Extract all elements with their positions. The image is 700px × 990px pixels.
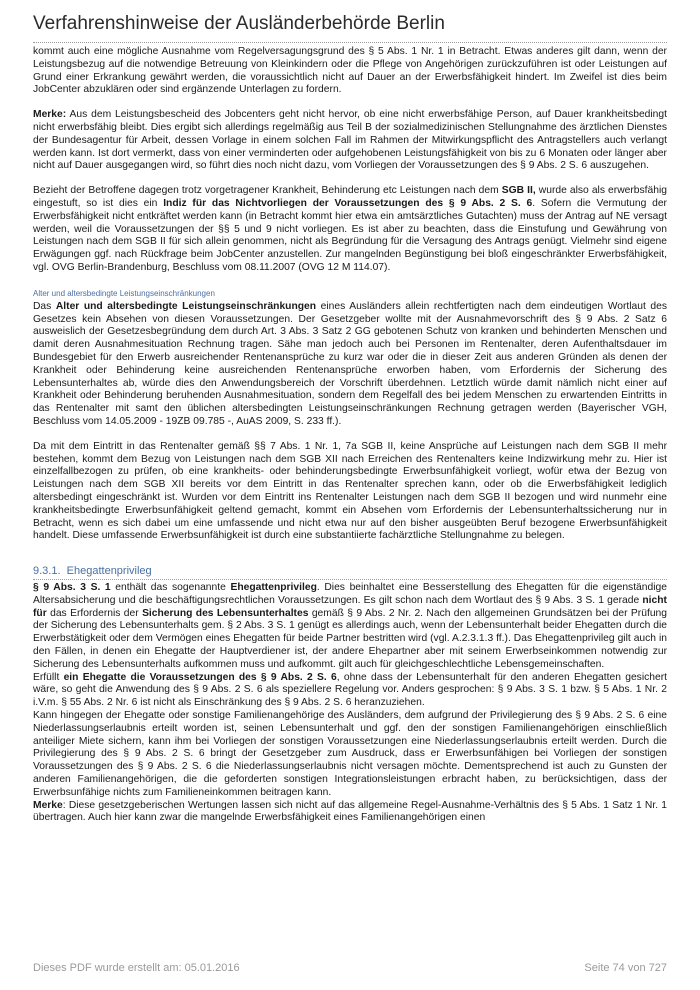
section-number: 9.3.1. bbox=[33, 565, 61, 578]
subheading-alter: Alter und altersbedingte Leistungseinschränkungen bbox=[33, 288, 215, 298]
bold-run: nicht für bbox=[33, 594, 667, 619]
text-run: wurde also als erwerbsfähig eingestuft, so ist dies ein bbox=[33, 185, 668, 209]
bold-run: Indiz für das Nichtvorliegen der Voraussetzungen des § 9 Abs. 2 S. 6 bbox=[163, 197, 533, 209]
text-run: das Erfordernis der bbox=[46, 607, 143, 619]
page-header-title: Verfahrenshinweise der Ausländerbehörde Berlin bbox=[33, 12, 667, 43]
text-run: gemäß § 9 Abs. 2 Nr. 2. Nach den allgemeinen Grundsätzen bei der Prüfung der Sicherung des Lebensunterhalts gem. § 2 Abs. 3 S. 1 genügt es allerdings auch, wenn der Lebensunterhalt beider Ehegatten durch die Erwerbstätigkeit oder dem Vermögen eines Ehegatten für beide Partner bestritten wird (vgl. A.2.3.1.3 ff.). Das Ehegattenprivileg gilt auch in den Fällen, in denen ein Ehegatte der Hauptverdiener ist, der andere Ehepartner aber mit seinem Erwerbseinkommen notwendig zur Sicherung des Lebensunterhalts aufkommen muss und aufkommt. gilt auch für gleichgeschlechtliche Lebensgemeinschaften. bbox=[33, 607, 667, 670]
paragraph-erfuellt bbox=[33, 672, 667, 710]
text-run: eines Ausländers allein rechtfertigten nach dem eindeutigen Wortlaut des Gesetzes kein Absehen von diesen Voraussetzungen. Der Gesetzgeber wollte mit der Ausnahmevorschrift des § 9 Abs. 2 Satz 6 ausweislich der Gesetzesbegründung dem durch Art. 3 Abs. 3 Satz 2 GG gebotenen Schutz von kranken und behinderten Menschen und damit deren Ausnahmesituation Rechnung tragen. Sähe man jedoch auch bei Personen im Rentenalter, deren Aufenthaltsdauer im Bundesgebiet für den Erwerb ausreichender Rentenansprüche zu kurz war oder die in dieser Zeit aus anderen Gründen als denen der Krankheit oder Behinderung keine ausreichenden Rentenansprüche erworben haben, vom Erfordernis der Sicherung des Lebensunterhaltes ab, würde dies den Anwendungsbereich der Vorschrift überdehnen. Letztlich würde damit nämlich nicht einer auf Krankheit oder Behinderung beruhenden Ausnahmesituation, sondern dem Regelfall des bei jedem Menschen zu erwartenden Eintritts in das Rentenalter mit samt den üblichen altersbedingten Leistungseinschränkungen Rechnung getragen werden (Bayerischer VGH, Beschluss vom 14.05.2009 - 19ZB 09.785 -, AuAS 2009, S. 233 ff.). bbox=[33, 300, 667, 427]
footer-page-number: Seite 74 von 727 bbox=[584, 962, 667, 974]
merke-text: : Diese gesetzgeberischen Wertungen lassen sich nicht auf das allgemeine Regel-Ausnahme-Verhältnis des § 5 Abs. 1 Satz 1 Nr. 1 übertragen. Auch hier kann zwar die mangelnde Erwerbsfähigkeit eines Familienangehörigen einen bbox=[33, 799, 667, 824]
bold-run: Alter und altersbedingte Leistungseinschränkungen bbox=[55, 300, 317, 312]
bold-run: Ehegattenprivileg bbox=[230, 582, 317, 594]
merke-label: Merke bbox=[33, 799, 63, 811]
text-run: , ohne dass der Lebensunterhalt für den anderen Ehegatten gesichert wäre, so geht die Anwendung des § 9 Abs. 2 S. 6 als speziellere Regelung vor. Anders gesprochen: § 9 Abs. 3 S. 1 bzw. § 5 Abs. 1 Nr. 2 i.V.m. § 55 Abs. 2 Nr. 6 ist nicht als Einschränkung des § 9 Abs. 2 S. 6 heranzuziehen. bbox=[33, 671, 667, 709]
text-run: Erfüllt bbox=[33, 671, 64, 683]
footer-created-date: Dieses PDF wurde erstellt am: 05.01.2016 bbox=[33, 962, 240, 974]
merke-label: Merke: bbox=[33, 109, 67, 121]
text-run: . Sofern die Vermutung der Erwerbsfähigkeit nicht entkräftet werden kann (in Betracht kommt hier etwa ein amtsärztliches Gutachten) muss der Antrag auf NE versagt werden, weil die Voraussetzungen der §§ 5 und 9 nicht vorliegen. Es ist aber zu beachten, dass die Einstufung und Gewährung von Leistungen nach dem SGB II für sich allein genommen, nicht als Begründung für die Versagung des Antrags genügt. Vielmehr sind eigene Erwägungen ggf. nach Rückfrage beim JobCenter anzustellen. Zur mangelnden Begünstigung bei bloß eingeschränkter Erwerbsfähigkeit, vgl. OVG Berlin-Brandenburg, Beschluss vom 08.11.2007 (OVG 12 M 114.07). bbox=[33, 197, 667, 273]
bold-run: ein Ehegatte die Voraussetzungen des § 9 Abs. 2 S. 6 bbox=[63, 671, 337, 683]
paragraph-familienangehoerige: Kann hingegen der Ehegatte oder sonstige Familienangehörige des Ausländers, dem aufgrund der Privilegierung des § 9 Abs. 2 S. 6 eine Niederlassungserlaubnis erteilt worden ist, seinen Lebensunterhalt und ggf. den der sonstigen Familienangehörigen einschließlich anteiliger Miete sichern, kann ihm bei Vorliegen der sonstigen Voraussetzungen eine Niederlassungserlaubnis erteilt werden. Durch die Privilegierung des § 9 Abs. 2 S. 6 bringt der Gesetzgeber zum Ausdruck, dass er Erwerbsunfähigen bei Vorliegen der sonstigen Voraussetzungen des § 9 Abs. 2 S. 6 die Niederlassungserlaubnis nicht versagen möchte. Dementsprechend ist auch zu Gunsten der anderen Familienangehörigen, die die geforderten sonstigen Integrationsleistungen erbracht haben, zu berücksichtigen, dass der Erwerbsunfähige nichts zum Familieneinkommen beitragen kann. bbox=[33, 710, 667, 798]
document-page bbox=[33, 0, 667, 825]
bold-run: SGB II, bbox=[501, 185, 536, 197]
text-run: Das bbox=[33, 300, 56, 312]
paragraph-alter bbox=[33, 301, 667, 429]
text-run: . Dies beinhaltet eine Besserstellung des Ehegatten für die eigenständige Altersabsicherung und die beschäftigungsrechtlichen Voraussetzungen. Es gilt schon nach dem Wortlaut des § 9 Abs. 3 S. 1 gerade bbox=[33, 582, 667, 606]
page-footer bbox=[33, 962, 667, 974]
paragraph-sgb2 bbox=[33, 185, 667, 275]
text-run: Bezieht der Betroffene dagegen trotz vorgetragener Krankheit, Behinderung etc Leistungen nach dem bbox=[33, 185, 502, 197]
paragraph-rentenalter: Da mit dem Eintritt in das Rentenalter gemäß §§ 7 Abs. 1 Nr. 1, 7a SGB II, keine Ansprüche auf Leistungen nach dem SGB II mehr bestehen, kommt dem Bezug von Leistungen nach dem SGB XII nach Erreichen des Rentenalters keine Indizwirkung mehr zu. Hier ist einzelfallbezogen zu prüfen, ob eine krankheits- oder behinderungsbedingte Erwerbsunfähigkeit vorliegt, wofür etwa der Bezug von Leistungen nach dem SGB XII bereits vor dem Eintritt in das Rentenalter sprechen kann, oder ob die Erwerbsfähigkeit lediglich altersbedingt eingeschränkt ist. Wurden vor dem Eintritt ins Rentenalter Leistungen nach dem SGB II bezogen und wird nunmehr eine krankheitsbedingte Erwerbsunfähigkeit geltend gemacht, kommt ein Absehen vom Erfordernis der Lebensunterhaltssicherung nur in Betracht, wenn es sich dabei um eine umfassende und nicht etwa nur auf den bisher ausgeübten Beruf bezogene Erwerbsunfähigkeit handelt. Diese umfassende Erwerbsunfähigkeit ist durch eine substantiierte fachärztliche Stellungnahme zu belegen. bbox=[33, 440, 667, 542]
section-heading-ehegattenprivileg bbox=[33, 565, 667, 580]
section-title: Ehegattenprivileg bbox=[66, 565, 152, 578]
paragraph-1: kommt auch eine mögliche Ausnahme vom Regelversagungsgrund des § 5 Abs. 1 Nr. 1 in Betracht. Etwas anderes gilt dann, wenn der Leistungsbezug auf die notwendige Betreuung von Kleinkindern oder die Pflege von Angehörigen zurückzuführen ist oder Leistungen auf Grund einer Erkrankung gewährt werden, die voraussichtlich nicht auf Dauer an der Erwerbsfähigkeit hindert. Im Zweifel ist dies beim JobCenter abzuklären oder sind ergänzende Unterlagen zu fordern. bbox=[33, 46, 667, 96]
paragraph-ehegattenprivileg bbox=[33, 582, 667, 672]
merke-text: Aus dem Leistungsbescheid des Jobcenters geht nicht hervor, ob eine nicht erwerbsfähige Person, auf Dauer krankheitsbedingt nicht erwerbsfähig bleibt. Dies ergibt sich allerdings regelmäßig aus Teil B der sozialmedizinischen Stellungnahme des ärztlichen Dienstes der Bundesagentur für Arbeit, dessen Vorlage in einem solchen Fall im Rahmen der Mitwirkungspflicht des Antragstellers auch verlangt werden kann. Ist dort vermerkt, dass von einer verminderten oder aufgehobenen Leistungsfähigkeit von bis zu 6 Monaten oder länger aber nicht auf Dauer ausgegangen wird, so führt dies noch nicht dazu, vom Vorliegen der Voraussetzungen des § 9 Abs. 2 S. 6 auszugehen. bbox=[33, 109, 667, 172]
text-run: enthält das sogenannte bbox=[110, 582, 231, 594]
paragraph-merke-1 bbox=[33, 109, 667, 173]
bold-run: Sicherung des Lebensunterhaltes bbox=[142, 607, 309, 619]
paragraph-merke-2 bbox=[33, 800, 667, 826]
bold-run: § 9 Abs. 3 S. 1 bbox=[33, 582, 111, 594]
